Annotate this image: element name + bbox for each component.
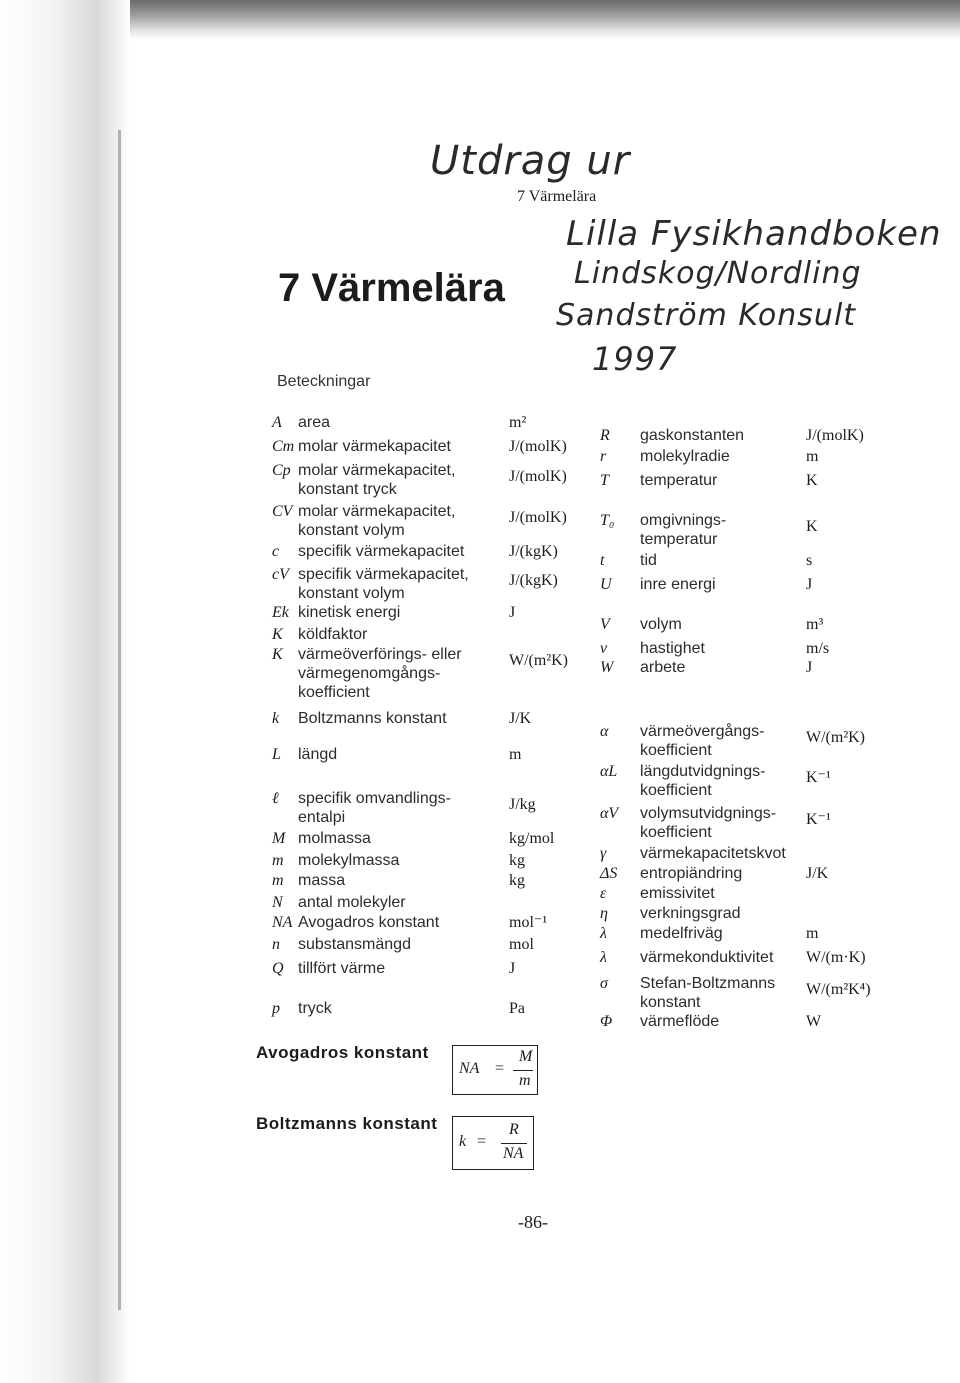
boltzmann-formula-box [452,1116,534,1170]
left-description-cont: konstant volym [298,522,405,539]
left-symbol: cV [272,566,289,583]
right-unit: W/(m·K) [806,949,866,966]
right-unit: K⁻¹ [806,811,831,828]
left-unit: m² [509,414,527,431]
section-label: Beteckningar [277,373,371,390]
left-unit: mol⁻¹ [509,914,548,931]
right-symbol: V [600,616,610,633]
right-unit: m³ [806,616,824,633]
left-symbol: Ek [272,604,289,621]
left-unit: J/(molK) [509,468,567,485]
right-description: molekylradie [640,448,730,465]
left-description: molar värmekapacitet, [298,462,456,479]
left-description: area [298,414,331,431]
right-description: volym [640,616,682,633]
left-symbol: Cp [272,462,291,479]
left-description: molar värmekapacitet [298,438,451,455]
left-unit: J/kg [509,796,536,813]
left-description: tillfört värme [298,960,386,977]
left-symbol: ℓ [272,790,279,807]
left-description-cont: entalpi [298,809,346,826]
right-symbol: ΔS [600,865,618,882]
right-unit: J [806,576,813,593]
right-description-cont: konstant [640,994,701,1011]
right-description-cont: temperatur [640,531,718,548]
left-unit: J/(molK) [509,438,567,455]
left-description: Avogadros konstant [298,914,440,931]
right-symbol: ε [600,885,607,902]
right-description: medelfriväg [640,925,723,942]
left-symbol: m [272,852,284,869]
right-symbol: T₀ [600,512,615,529]
left-unit: m [509,746,522,763]
avogadro-formula-box [452,1045,538,1095]
left-symbol: n [272,936,280,953]
avogadro-denominator: m [519,1072,531,1089]
boltzmann-fraction-bar [501,1143,527,1144]
right-symbol: v [600,640,608,657]
left-symbol: c [272,543,280,560]
right-description: värmeflöde [640,1013,720,1030]
left-unit: J/(molK) [509,509,567,526]
right-unit: J/K [806,865,829,882]
right-symbol: T [600,472,609,489]
right-unit: s [806,552,813,569]
right-symbol: Φ [600,1013,613,1030]
left-symbol: p [272,1000,280,1017]
right-description: längdutvidgnings- [640,763,766,780]
handwritten-note-line3: Lindskog/Nordling [574,256,862,291]
left-description: tryck [298,1000,332,1017]
left-unit: J [509,604,516,621]
right-description: temperatur [640,472,718,489]
running-head: 7 Värmelära [517,188,597,205]
handwritten-note-line5: 1997 [592,340,678,378]
left-description: molekylmassa [298,852,400,869]
left-description-cont: konstant tryck [298,481,397,498]
left-symbol: Q [272,960,284,977]
avogadro-numerator: M [519,1048,533,1065]
right-unit: W/(m²K) [806,729,865,746]
left-description: antal molekyler [298,894,406,911]
right-symbol: λ [600,925,607,942]
handwritten-note-line4: Sandström Konsult [556,298,857,333]
right-unit: K [806,472,818,489]
right-description: värmekonduktivitet [640,949,774,966]
left-description: molmassa [298,830,371,847]
right-description-cont: koefficient [640,742,712,759]
right-description: verkningsgrad [640,905,741,922]
handwritten-note-line1: Utdrag ur [430,138,631,184]
right-description: emissivitet [640,885,715,902]
handwritten-note-line2: Lilla Fysikhandboken [566,214,942,254]
right-symbol: αL [600,763,618,780]
left-description: massa [298,872,346,889]
left-unit: J/(kgK) [509,543,558,560]
left-description: substansmängd [298,936,411,953]
right-unit: J/(molK) [806,427,864,444]
right-unit: J [806,659,813,676]
left-description: längd [298,746,338,763]
avogadro-lhs: NA [459,1060,480,1077]
left-description: Boltzmanns konstant [298,710,447,727]
left-description: specifik värmekapacitet [298,543,465,560]
left-description: specifik värmekapacitet, [298,566,469,583]
avogadro-eq: = [495,1060,505,1077]
right-symbol: αV [600,805,619,822]
right-symbol: σ [600,975,608,992]
avogadro-label: Avogadros konstant [256,1043,429,1062]
right-description: volymsutvidgnings- [640,805,777,822]
page-number: -86- [518,1212,548,1232]
left-symbol: N [272,894,283,911]
right-description: inre energi [640,576,716,593]
right-unit: m [806,448,819,465]
left-description: specifik omvandlings- [298,790,451,807]
right-unit: K⁻¹ [806,769,831,786]
page-edge-line [118,130,121,1310]
left-description: köldfaktor [298,626,368,643]
scan-shadow-top [0,0,960,40]
left-description-cont: koefficient [298,684,370,701]
right-description: värmeövergångs- [640,723,765,740]
right-symbol: λ [600,949,607,966]
right-unit: m/s [806,640,830,657]
left-symbol: CV [272,503,293,520]
left-unit: kg [509,872,525,889]
right-symbol: W [600,659,614,676]
left-symbol: m [272,872,284,889]
right-symbol: U [600,576,612,593]
right-unit: m [806,925,819,942]
left-unit: J [509,960,516,977]
boltzmann-denominator: NA [503,1145,524,1162]
chapter-title: 7 Värmelära [278,266,505,310]
right-unit: W/(m²K⁴) [806,981,871,998]
right-description-cont: koefficient [640,824,712,841]
left-unit: J/K [509,710,532,727]
left-symbol: K [272,626,283,643]
boltzmann-eq: = [477,1133,487,1150]
right-description: tid [640,552,657,569]
left-symbol: Cm [272,438,295,455]
right-description: hastighet [640,640,705,657]
scan-shadow-left [0,0,130,1383]
left-symbol: k [272,710,280,727]
left-description: kinetisk energi [298,604,401,621]
right-symbol: t [600,552,605,569]
right-description-cont: koefficient [640,782,712,799]
left-description: molar värmekapacitet, [298,503,456,520]
left-description-cont: värmegenomgångs- [298,665,441,682]
right-description: värmekapacitetskvot [640,845,786,862]
boltzmann-lhs: k [459,1133,467,1150]
avogadro-fraction-bar [513,1070,533,1071]
right-symbol: γ [600,845,607,862]
left-unit: mol [509,936,534,953]
left-unit: Pa [509,1000,525,1017]
right-unit: W [806,1013,822,1030]
right-symbol: R [600,427,610,444]
left-symbol: M [272,830,286,847]
boltzmann-label: Boltzmanns konstant [256,1114,438,1133]
left-description-cont: konstant volym [298,585,405,602]
right-description: entropiändring [640,865,743,882]
boltzmann-numerator: R [509,1121,519,1138]
left-symbol: NA [272,914,293,931]
right-description: gaskonstanten [640,427,745,444]
left-unit: W/(m²K) [509,652,568,669]
left-unit: J/(kgK) [509,572,558,589]
left-description: värmeöverförings- eller [298,646,462,663]
right-description: arbete [640,659,686,676]
left-symbol: L [272,746,281,763]
right-symbol: η [600,905,608,922]
right-symbol: α [600,723,609,740]
left-symbol: K [272,646,283,663]
left-unit: kg [509,852,525,869]
right-description: Stefan-Boltzmanns [640,975,776,992]
left-symbol: A [272,414,282,431]
right-description: omgivnings- [640,512,727,529]
right-unit: K [806,518,818,535]
left-unit: kg/mol [509,830,555,847]
right-symbol: r [600,448,607,465]
